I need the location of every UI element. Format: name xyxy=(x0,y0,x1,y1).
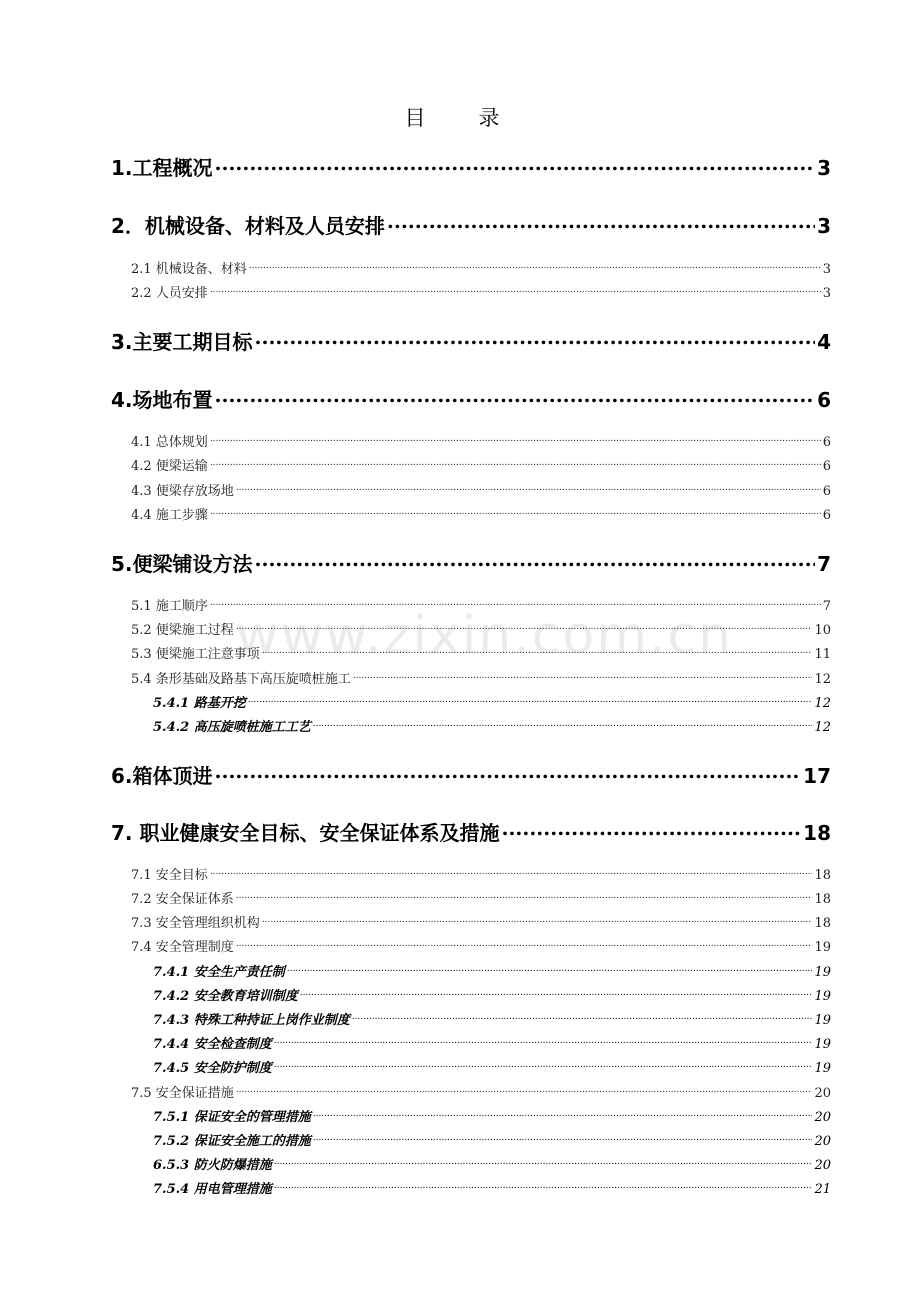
toc-entry[interactable] xyxy=(131,619,831,638)
toc-entry-page: 19 xyxy=(814,965,831,980)
toc-entry[interactable] xyxy=(111,817,831,846)
toc-entry-page: 3 xyxy=(817,156,831,180)
toc-entry-label: 4.1 总体规划 xyxy=(131,435,208,450)
toc-entry-label: 5.2 便梁施工过程 xyxy=(131,623,234,638)
watermark: www.zixin.com.cn xyxy=(236,606,733,666)
toc-entry-label: 3.主要工期目标 xyxy=(111,330,253,354)
toc-entry-page: 20 xyxy=(814,1158,831,1173)
toc-entry-page: 19 xyxy=(814,989,831,1004)
toc-entry-label: 4.3 便梁存放场地 xyxy=(131,484,234,499)
toc-entry-page: 18 xyxy=(814,868,831,883)
toc-dot-leader xyxy=(210,597,821,610)
toc-dot-leader xyxy=(236,482,821,495)
toc-dot-leader xyxy=(210,866,813,879)
toc-dot-leader xyxy=(248,694,813,707)
toc-dot-leader xyxy=(236,1084,813,1097)
toc-entry-label: 7.4.2 安全教育培训制度 xyxy=(153,989,298,1004)
toc-entry-label: 7.4.3 特殊工种持证上岗作业制度 xyxy=(153,1013,350,1028)
toc-entry-label: 5.3 便梁施工注意事项 xyxy=(131,647,260,662)
toc-dot-leader xyxy=(313,1108,813,1121)
toc-entry-page: 12 xyxy=(814,672,831,687)
toc-entry-page: 19 xyxy=(814,1061,831,1076)
toc-entry[interactable] xyxy=(111,384,831,413)
toc-entry-page: 20 xyxy=(814,1086,831,1101)
toc-entry-label: 6.箱体顶进 xyxy=(111,764,213,788)
toc-entry-page: 7 xyxy=(822,599,831,614)
toc-entry-label: 5.便梁铺设方法 xyxy=(111,552,253,576)
toc-entry-label: 5.1 施工顺序 xyxy=(131,599,208,614)
toc-entry[interactable] xyxy=(153,985,831,1004)
toc-entry[interactable] xyxy=(131,258,831,277)
toc-entry-label: 5.4.2 高压旋喷桩施工工艺 xyxy=(153,720,311,735)
toc-entry-page: 10 xyxy=(814,623,831,638)
toc-entry-page: 3 xyxy=(817,214,831,238)
toc-dot-leader xyxy=(255,551,816,571)
toc-entry-label: 7.4.1 安全生产责任制 xyxy=(153,965,285,980)
toc-entry-page: 3 xyxy=(822,262,831,277)
toc-entry-label: 7.5 安全保证措施 xyxy=(131,1086,234,1101)
toc-entry[interactable] xyxy=(131,936,831,955)
toc-entry[interactable] xyxy=(153,1057,831,1076)
toc-entry[interactable] xyxy=(131,643,831,662)
toc-entry[interactable] xyxy=(111,152,831,181)
toc-entry-page: 12 xyxy=(814,696,831,711)
toc-entry-label: 7.2 安全保证体系 xyxy=(131,892,234,907)
toc-dot-leader xyxy=(210,433,821,446)
toc-entry[interactable] xyxy=(131,595,831,614)
toc-entry-label: 4.场地布置 xyxy=(111,388,213,412)
toc-entry-label: 7.5.1 保证安全的管理措施 xyxy=(153,1110,311,1125)
toc-entry-page: 18 xyxy=(803,821,831,845)
toc-entry-page: 20 xyxy=(814,1110,831,1125)
toc-entry-page: 11 xyxy=(814,647,831,662)
toc-dot-leader xyxy=(249,260,821,273)
toc-entry-page: 21 xyxy=(814,1182,831,1197)
toc-entry-label: 5.4.1 路基开挖 xyxy=(153,696,246,711)
toc-entry-label: 7.5.2 保证安全施工的措施 xyxy=(153,1134,311,1149)
toc-entry[interactable] xyxy=(131,668,831,687)
toc-entry[interactable] xyxy=(111,326,831,355)
toc-dot-leader xyxy=(210,506,821,519)
toc-dot-leader xyxy=(215,763,802,783)
toc-dot-leader xyxy=(287,963,813,976)
toc-entry[interactable] xyxy=(131,431,831,450)
toc-entry-page: 18 xyxy=(814,892,831,907)
toc-entry-page: 6 xyxy=(817,388,831,412)
toc-dot-leader xyxy=(215,155,816,175)
toc-entry-page: 19 xyxy=(814,940,831,955)
toc-entry-label: 7.4.5 安全防护制度 xyxy=(153,1061,272,1076)
toc-entry[interactable] xyxy=(131,1082,831,1101)
toc-dot-leader xyxy=(501,820,801,840)
toc-entry[interactable] xyxy=(111,548,831,577)
toc-entry-page: 6 xyxy=(822,508,831,523)
toc-entry[interactable] xyxy=(153,1009,831,1028)
toc-entry-page: 4 xyxy=(817,330,831,354)
toc-entry-label: 4.4 施工步骤 xyxy=(131,508,208,523)
toc-entry-label: 2．机械设备、材料及人员安排 xyxy=(111,214,385,238)
toc-entry-label: 2.1 机械设备、材料 xyxy=(131,262,247,277)
toc-entry[interactable] xyxy=(131,480,831,499)
toc-entry-page: 3 xyxy=(822,286,831,301)
toc-dot-leader xyxy=(210,457,821,470)
toc-entry[interactable] xyxy=(131,504,831,523)
toc-dot-leader xyxy=(274,1059,813,1072)
toc-entry[interactable] xyxy=(153,716,831,735)
toc-entry-page: 12 xyxy=(814,720,831,735)
toc-entry-label: 7.1 安全目标 xyxy=(131,868,208,883)
toc-entry[interactable] xyxy=(131,282,831,301)
toc-entry-label: 7.5.4 用电管理措施 xyxy=(153,1182,272,1197)
toc-entry-label: 7. 职业健康安全目标、安全保证体系及措施 xyxy=(111,821,500,845)
toc-entry[interactable] xyxy=(153,1178,831,1197)
toc-entry-label: 7.4.4 安全检查制度 xyxy=(153,1037,272,1052)
toc-entry-label: 7.4 安全管理制度 xyxy=(131,940,234,955)
toc-entry-label: 1.工程概况 xyxy=(111,156,213,180)
toc-entry-page: 7 xyxy=(817,552,831,576)
toc-dot-leader xyxy=(274,1035,813,1048)
toc-entry-page: 6 xyxy=(822,484,831,499)
toc-entry[interactable] xyxy=(111,760,831,789)
toc-dot-leader xyxy=(210,284,821,297)
toc-dot-leader xyxy=(313,1132,813,1145)
toc-entry[interactable] xyxy=(153,961,831,980)
toc-dot-leader xyxy=(255,329,816,349)
toc-entry[interactable] xyxy=(153,1154,831,1173)
toc-dot-leader xyxy=(236,890,813,903)
toc-dot-leader xyxy=(215,387,816,407)
toc-dot-leader xyxy=(274,1180,813,1193)
toc-entry-label: 5.4 条形基础及路基下高压旋喷桩施工 xyxy=(131,672,351,687)
toc-entry[interactable] xyxy=(153,692,831,711)
toc-dot-leader xyxy=(236,621,813,634)
toc-dot-leader xyxy=(236,938,813,951)
toc-entry-label: 7.3 安全管理组织机构 xyxy=(131,916,260,931)
toc-entry[interactable] xyxy=(131,888,831,907)
toc-entry-page: 19 xyxy=(814,1037,831,1052)
toc-entry[interactable] xyxy=(111,210,831,239)
toc-entry-page: 19 xyxy=(814,1013,831,1028)
toc-entry[interactable] xyxy=(131,864,831,883)
toc-entry[interactable] xyxy=(153,1033,831,1052)
toc-dot-leader xyxy=(387,213,815,233)
toc-dot-leader xyxy=(352,1011,813,1024)
toc-dot-leader xyxy=(274,1156,813,1169)
toc-entry[interactable] xyxy=(131,912,831,931)
toc-dot-leader xyxy=(262,645,813,658)
toc-entry[interactable] xyxy=(131,455,831,474)
toc-entry-page: 6 xyxy=(822,459,831,474)
toc-entry[interactable] xyxy=(153,1130,831,1149)
toc-dot-leader xyxy=(300,987,813,1000)
toc-entry-page: 20 xyxy=(814,1134,831,1149)
toc-entry-page: 17 xyxy=(803,764,831,788)
toc-entry-label: 2.2 人员安排 xyxy=(131,286,208,301)
toc-entry-label: 6.5.3 防火防爆措施 xyxy=(153,1158,272,1173)
toc-entry[interactable] xyxy=(153,1106,831,1125)
toc-dot-leader xyxy=(313,718,813,731)
toc-entry-page: 6 xyxy=(822,435,831,450)
toc-entry-label: 4.2 便梁运输 xyxy=(131,459,208,474)
toc-entry-page: 18 xyxy=(814,916,831,931)
toc-dot-leader xyxy=(262,914,813,927)
toc-title: 目 录 xyxy=(404,106,516,130)
toc-dot-leader xyxy=(353,670,813,683)
